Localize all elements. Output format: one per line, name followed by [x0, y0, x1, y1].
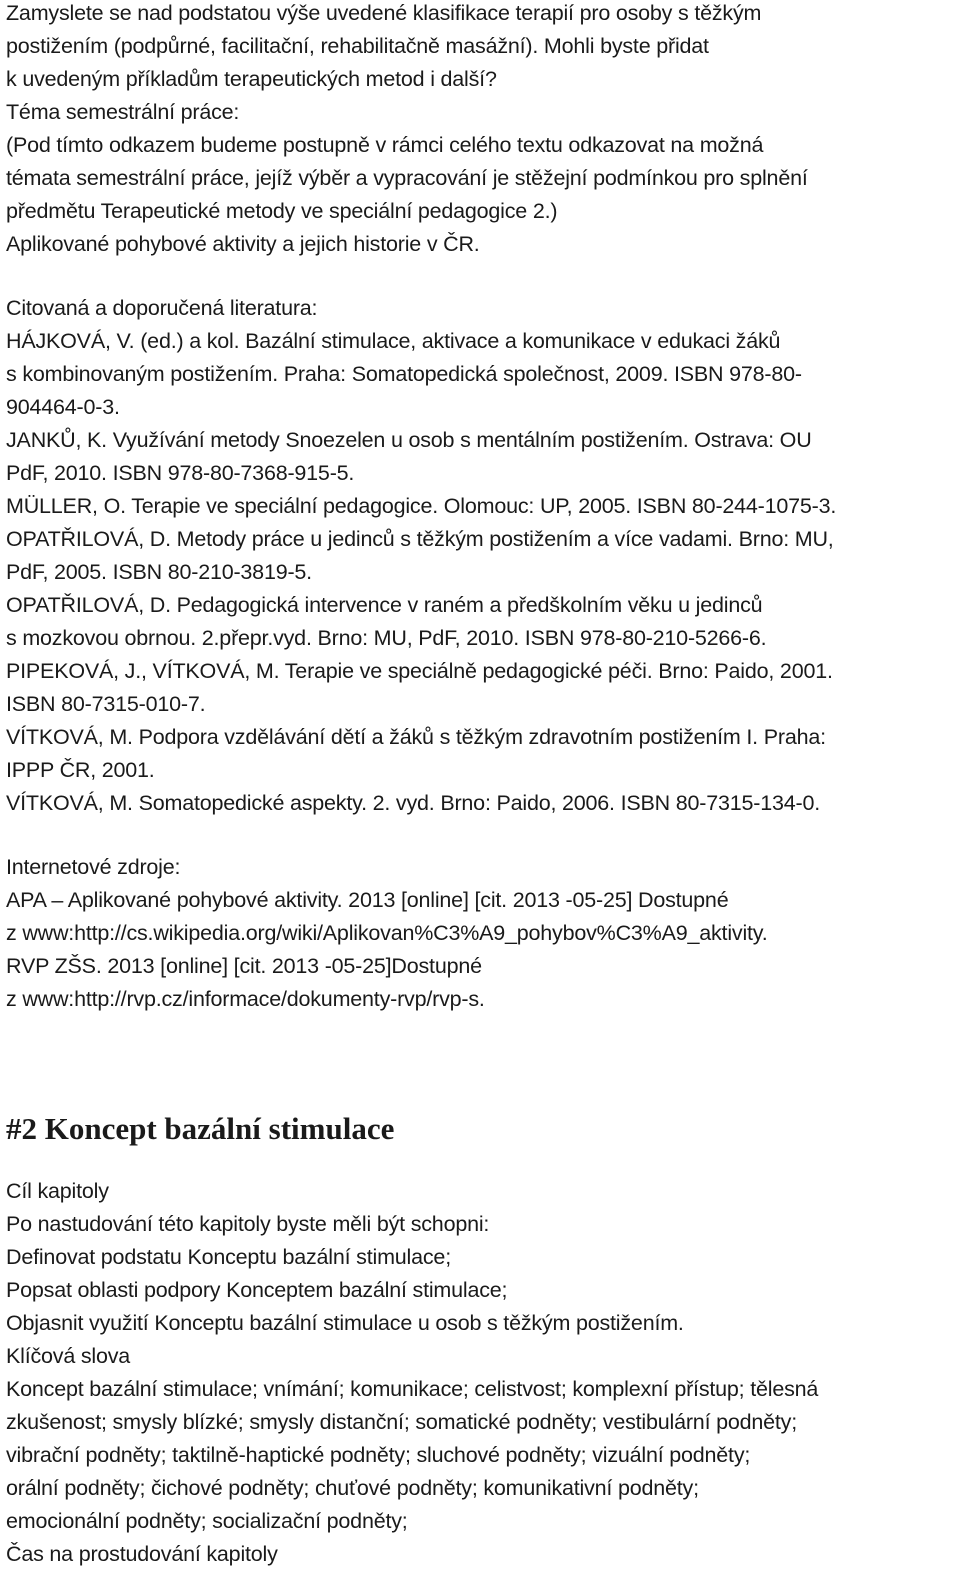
intro-paragraph	[6, 0, 954, 96]
spacer	[6, 1016, 954, 1109]
reference-line: ISBN 80-7315-010-7.	[6, 692, 206, 716]
keywords-line: Koncept bazální stimulace; vnímání; komunikace; celistvost; komplexní přístup; tělesná	[6, 1377, 819, 1401]
thesis-topic: Aplikované pohybové aktivity a jejich historie v ČR.	[6, 232, 480, 256]
goal-item: Objasnit využití Konceptu bazální stimulace u osob s těžkým postižením.	[6, 1311, 684, 1335]
reference-line: PIPEKOVÁ, J., VÍTKOVÁ, M. Terapie ve speciálně pedagogické péči. Brno: Paido, 2001.	[6, 659, 833, 683]
reference-line: JANKŮ, K. Využívání metody Snoezelen u osob s mentálním postižením. Ostrava: OU	[6, 428, 812, 452]
source-line: RVP ZŠS. 2013 [online] [cit. 2013 -05-25]Dostupné	[6, 954, 482, 978]
goal-item: Popsat oblasti podpory Konceptem bazální stimulace;	[6, 1278, 508, 1302]
literature-section	[6, 292, 954, 820]
internet-sources-section	[6, 851, 954, 1016]
keywords-line: vibrační podněty; taktilně-haptické podněty; sluchové podněty; vizuální podněty;	[6, 1443, 751, 1467]
reference-line: s kombinovaným postižením. Praha: Somatopedická společnost, 2009. ISBN 978-80-	[6, 362, 802, 386]
thesis-section	[6, 96, 954, 261]
reference-line: 904464-0-3.	[6, 395, 120, 419]
reference-line: OPATŘILOVÁ, D. Pedagogická intervence v raném a předškolním věku u jedinců	[6, 593, 763, 617]
spacer	[6, 820, 954, 851]
reference-line: MÜLLER, O. Terapie ve speciální pedagogice. Olomouc: UP, 2005. ISBN 80-244-1075-3.	[6, 494, 837, 518]
source-url-line: z www:http://rvp.cz/informace/dokumenty-rvp/rvp-s.	[6, 987, 485, 1011]
literature-title: Citovaná a doporučená literatura:	[6, 296, 318, 320]
reference-line: PdF, 2005. ISBN 80-210-3819-5.	[6, 560, 312, 584]
goal-item: Definovat podstatu Konceptu bazální stimulace;	[6, 1245, 451, 1269]
chapter-heading: #2 Koncept bazální stimulace	[6, 1111, 395, 1146]
text-line: postižením (podpůrné, facilitační, rehabilitačně masážní). Mohli byste přidat	[6, 34, 709, 58]
keywords-line: zkušenost; smysly blízké; smysly distanční; somatické podněty; vestibulární podněty;	[6, 1410, 797, 1434]
thesis-label: Téma semestrální práce:	[6, 100, 240, 124]
internet-sources-title: Internetové zdroje:	[6, 855, 181, 879]
text-line: k uvedeným příkladům terapeutických metod i další?	[6, 67, 497, 91]
study-time-label: Čas na prostudování kapitoly	[6, 1542, 278, 1566]
keywords-line: emocionální podněty; socializační podněty;	[6, 1509, 408, 1533]
keywords-label: Klíčová slova	[6, 1344, 131, 1368]
goal-label: Cíl kapitoly	[6, 1179, 109, 1203]
keywords-section	[6, 1340, 954, 1538]
reference-line: VÍTKOVÁ, M. Somatopedické aspekty. 2. vyd. Brno: Paido, 2006. ISBN 80-7315-134-0.	[6, 791, 820, 815]
chapter-goals-section	[6, 1175, 954, 1340]
reference-line: PdF, 2010. ISBN 978-80-7368-915-5.	[6, 461, 355, 485]
text-line: Zamyslete se nad podstatou výše uvedené klasifikace terapií pro osoby s těžkým	[6, 1, 762, 25]
spacer	[6, 261, 954, 292]
reference-line: HÁJKOVÁ, V. (ed.) a kol. Bazální stimulace, aktivace a komunikace v edukaci žáků	[6, 329, 781, 353]
reference-line: s mozkovou obrnou. 2.přepr.vyd. Brno: MU, PdF, 2010. ISBN 978-80-210-5266-6.	[6, 626, 767, 650]
goal-intro: Po nastudování této kapitoly byste měli být schopni:	[6, 1212, 490, 1236]
text-line: (Pod tímto odkazem budeme postupně v rámci celého textu odkazovat na možná	[6, 133, 764, 157]
reference-line: IPPP ČR, 2001.	[6, 758, 155, 782]
spacer	[6, 1149, 954, 1175]
source-url-line: z www:http://cs.wikipedia.org/wiki/Aplikovan%C3%A9_pohybov%C3%A9_aktivity.	[6, 921, 768, 945]
source-line: APA – Aplikované pohybové aktivity. 2013 [online] [cit. 2013 -05-25] Dostupné	[6, 888, 729, 912]
text-line: předmětu Terapeutické metody ve speciální pedagogice 2.)	[6, 199, 558, 223]
reference-line: OPATŘILOVÁ, D. Metody práce u jedinců s těžkým postižením a více vadami. Brno: MU,	[6, 527, 834, 551]
text-line: témata semestrální práce, jejíž výběr a vypracování je stěžejní podmínkou pro splnění	[6, 166, 808, 190]
reference-line: VÍTKOVÁ, M. Podpora vzdělávání dětí a žáků s těžkým zdravotním postižením I. Praha:	[6, 725, 826, 749]
keywords-line: orální podněty; čichové podněty; chuťové podněty; komunikativní podněty;	[6, 1476, 699, 1500]
